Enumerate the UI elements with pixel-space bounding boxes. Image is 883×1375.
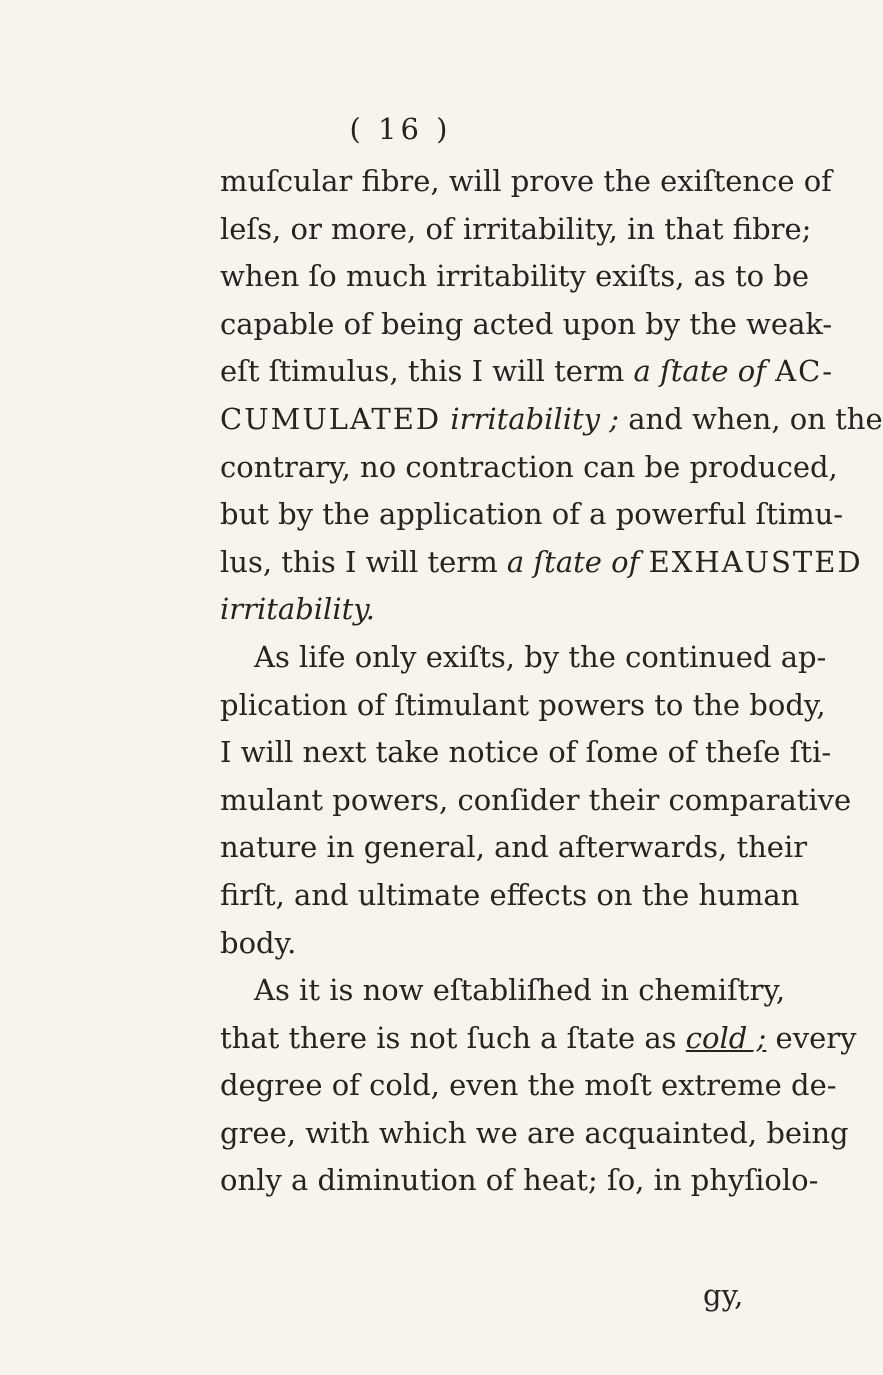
text-line xyxy=(220,1015,857,1063)
text-line: plication of ſtimulant powers to the body, xyxy=(220,687,826,722)
small-caps-term: CUMULATED xyxy=(220,401,442,436)
text-line: leſs, or more, of irritability, in that fibre; xyxy=(220,211,812,246)
text-line: only a diminution of heat; ſo, in phyſiolo- xyxy=(220,1163,819,1198)
text-line: gree, with which we are acquainted, being xyxy=(220,1115,849,1150)
text-line: when ſo much irritability exiſts, as to be xyxy=(220,259,810,294)
text-line: muſcular fibre, will prove the exiſtence of xyxy=(220,164,832,198)
text-line: contrary, no contraction can be produced, xyxy=(220,449,838,484)
text-line xyxy=(220,348,835,396)
text-line: As life only exiſts, by the continued ap- xyxy=(254,639,827,674)
text-line: but by the application of a powerful ſtimu- xyxy=(220,497,844,532)
text-segment: eſt ſtimulus, this I will term xyxy=(220,354,625,389)
emphasis: cold ; xyxy=(685,1020,767,1055)
text-segment: and when, on the xyxy=(628,401,883,436)
text-segment: lus, this I will term xyxy=(220,544,498,579)
text-segment: that there is not ſuch a ſtate as xyxy=(220,1020,677,1055)
text-line xyxy=(220,586,768,634)
text-line: degree of cold, even the moſt extreme de- xyxy=(220,1068,837,1103)
text-line: firſt, and ultimate effects on the human xyxy=(220,877,800,912)
text-segment: every xyxy=(775,1020,857,1055)
text-line: mulant powers, conſider their comparative xyxy=(220,782,852,817)
text-line xyxy=(220,396,883,444)
page-number: ( 16 ) xyxy=(349,112,452,146)
emphasis: irritability ; xyxy=(450,401,620,436)
emphasis: irritability. xyxy=(220,592,376,627)
catchword: gy, xyxy=(703,1278,744,1312)
text-line: body. xyxy=(220,925,297,960)
small-caps-term: AC- xyxy=(775,354,835,389)
small-caps-term: EXHAUSTED xyxy=(648,544,863,579)
text-line: capable of being acted upon by the weak- xyxy=(220,306,833,341)
emphasis: a ſtate of xyxy=(506,544,640,579)
text-line: I will next take notice of ſome of theſe ſti- xyxy=(220,735,832,770)
text-line: nature in general, and afterwards, their xyxy=(220,830,808,865)
emphasis: a ſtate of xyxy=(633,354,766,389)
text-line xyxy=(220,539,863,587)
body-text xyxy=(220,158,883,1205)
text-line: As it is now eſtabliſhed in chemiſtry, xyxy=(254,973,786,1008)
